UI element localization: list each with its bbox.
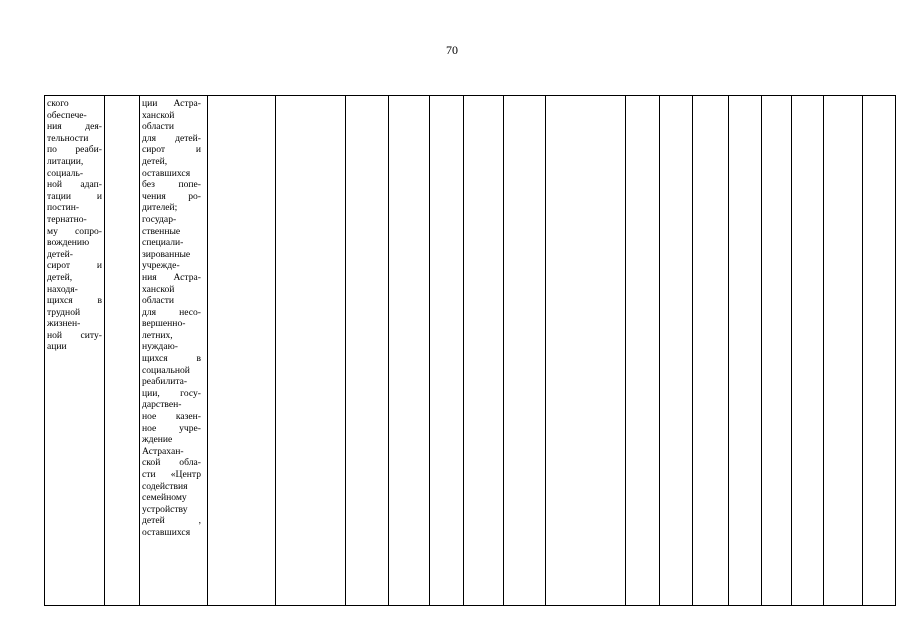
- column-divider: [823, 96, 824, 605]
- cell-line: социальной: [142, 364, 190, 376]
- cell-line: устройству: [142, 503, 188, 515]
- cell-line: ханской: [142, 283, 175, 295]
- column-divider: [761, 96, 762, 605]
- column-divider: [545, 96, 546, 605]
- cell-line: сирот и: [47, 260, 102, 272]
- cell-line: реабилита-: [142, 376, 188, 388]
- cell-line: вершенно-: [142, 318, 186, 330]
- cell-line: вождению: [47, 237, 90, 249]
- cell-line: оставшихся: [142, 526, 191, 538]
- cell-line: для несо-: [142, 306, 201, 318]
- cell-line: для детей-: [142, 132, 201, 144]
- cell-line: семейному: [142, 492, 187, 504]
- column-divider: [625, 96, 626, 605]
- cell-line: постин-: [47, 202, 80, 214]
- column-divider: [275, 96, 276, 605]
- column-divider: [692, 96, 693, 605]
- cell-line: сти «Центр: [142, 469, 201, 480]
- column-divider: [104, 96, 105, 605]
- cell-line: области: [142, 121, 175, 133]
- cell-line: детей,: [142, 155, 168, 167]
- cell-line: государ-: [142, 213, 177, 225]
- cell-line: му сопро-: [47, 225, 102, 237]
- cell-line: социаль-: [47, 167, 84, 179]
- cell-line: дарствен-: [142, 399, 182, 411]
- cell-line: ции Астра-: [142, 98, 201, 109]
- data-table: [44, 95, 896, 606]
- cell-line: области: [142, 295, 175, 307]
- cell-line: ния Астра-: [142, 271, 201, 283]
- cell-line: по реаби-: [47, 144, 102, 156]
- cell-line: дителей;: [142, 202, 178, 214]
- cell-line: тации и: [47, 190, 102, 202]
- cell-line: обеспече-: [47, 109, 87, 121]
- cell-line: находя-: [47, 283, 78, 295]
- page-number: 70: [446, 43, 458, 57]
- cell-line: ной ситу-: [47, 329, 102, 341]
- cell-line: ации: [47, 341, 67, 353]
- column-divider: [659, 96, 660, 605]
- cell-line: зированные: [142, 248, 191, 260]
- cell-line: ской обла-: [142, 457, 201, 469]
- table-cell-column-3: [142, 98, 201, 539]
- column-divider: [429, 96, 430, 605]
- cell-line: содействия: [142, 480, 188, 492]
- cell-line: ное казен-: [142, 411, 201, 423]
- cell-line: литации,: [47, 155, 84, 167]
- cell-line: детей-: [47, 248, 73, 260]
- cell-line: ского: [47, 98, 69, 109]
- cell-line: чения ро-: [142, 190, 201, 202]
- cell-line: оставшихся: [142, 167, 191, 179]
- cell-line: без попе-: [142, 179, 201, 191]
- cell-line: специали-: [142, 237, 184, 249]
- cell-line: Астрахан-: [142, 445, 184, 457]
- column-divider: [503, 96, 504, 605]
- column-divider: [791, 96, 792, 605]
- cell-line: ханской: [142, 109, 175, 121]
- cell-line: ния дея-: [47, 121, 102, 133]
- cell-line: тернатно-: [47, 213, 87, 225]
- cell-line: летних,: [142, 329, 173, 341]
- cell-line: детей,: [47, 271, 73, 283]
- column-divider: [388, 96, 389, 605]
- table-cell-column-1: [47, 98, 102, 353]
- column-divider: [207, 96, 208, 605]
- cell-line: щихся в: [47, 295, 102, 307]
- cell-line: нуждаю-: [142, 341, 178, 353]
- column-divider: [862, 96, 863, 605]
- cell-line: ждение: [142, 434, 173, 446]
- column-divider: [139, 96, 140, 605]
- column-divider: [728, 96, 729, 605]
- cell-line: ции, госу-: [142, 387, 201, 399]
- column-divider: [345, 96, 346, 605]
- cell-line: ное учре-: [142, 422, 201, 434]
- cell-line: детей ,: [142, 515, 201, 527]
- cell-line: учрежде-: [142, 260, 180, 272]
- cell-line: щихся в: [142, 353, 201, 365]
- cell-line: жизнен-: [47, 318, 81, 330]
- cell-line: тельности: [47, 132, 89, 144]
- cell-line: ной адап-: [47, 179, 102, 191]
- column-divider: [463, 96, 464, 605]
- cell-line: трудной: [47, 306, 81, 318]
- cell-line: сирот и: [142, 144, 201, 156]
- cell-line: ственные: [142, 225, 181, 237]
